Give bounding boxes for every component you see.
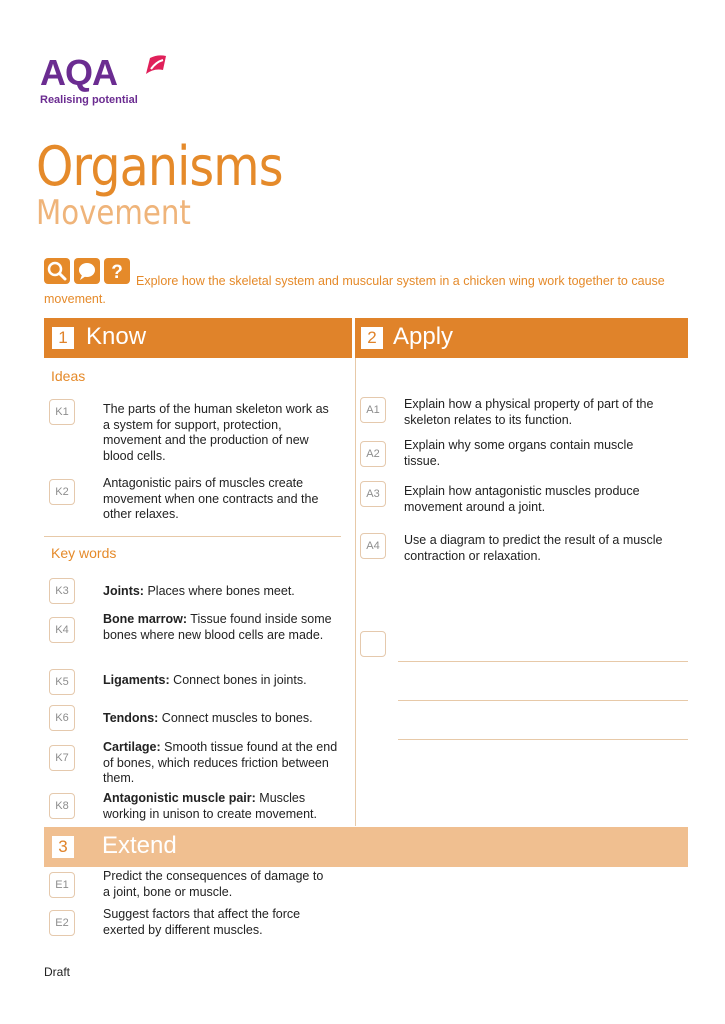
keyword-k6-definition: Connect muscles to bones. <box>158 711 313 725</box>
keyword-k7-term: Cartilage: <box>103 740 161 754</box>
extend-e2-text: Suggest factors that affect the force exerted by different muscles. <box>103 907 301 937</box>
logo-text: AQA <box>40 52 117 93</box>
code-k7 <box>49 745 75 771</box>
apply-a3-text: Explain how antagonistic muscles produce movement around a joint. <box>404 484 640 514</box>
code-k3 <box>49 578 75 604</box>
keyword-k4-term: Bone marrow: <box>103 612 188 626</box>
keyword-k6 <box>103 711 338 727</box>
column-divider <box>355 358 356 826</box>
page-subtitle: Movement <box>36 193 191 233</box>
code-k4 <box>49 617 75 643</box>
code-k4-label: K4 <box>55 624 69 636</box>
page-title: Organisms <box>36 135 283 198</box>
code-blank[interactable] <box>360 631 386 657</box>
apply-number: 2 <box>361 327 383 349</box>
code-k6 <box>49 705 75 731</box>
code-k5-label: K5 <box>55 676 69 688</box>
keywords-heading: Key words <box>51 545 117 561</box>
answer-line-2[interactable] <box>398 700 688 701</box>
code-e2: E2 <box>49 910 75 936</box>
keyword-k4-definition: Tissue found inside some bones where new blood cells are made. <box>103 612 332 642</box>
keyword-k6-term: Tendons: <box>103 711 159 725</box>
ideas-heading: Ideas <box>51 368 86 384</box>
extend-number: 3 <box>52 836 74 858</box>
apply-a2-text: Explain why some organs contain muscle tissue. <box>404 438 634 468</box>
keyword-k5-definition: Connect bones in joints. <box>169 673 307 687</box>
keyword-k3-definition: Places where bones meet. <box>143 584 295 598</box>
keyword-k3 <box>103 584 338 600</box>
apply-header <box>355 318 688 358</box>
ideas-divider <box>44 536 341 537</box>
logo-mark-icon <box>144 54 168 76</box>
code-k3-label: K3 <box>55 585 69 597</box>
keyword-k5-term: Ligaments: <box>103 673 170 687</box>
keyword-k8-definition: Muscles working in unison to create movement. <box>103 791 317 821</box>
code-k8 <box>49 793 75 819</box>
code-a1: A1 <box>360 397 386 423</box>
code-k5 <box>49 669 75 695</box>
apply-a1-text: Explain how a physical property of part of the skeleton relates to its function. <box>404 397 654 427</box>
extend-e1-text: Predict the consequences of damage to a joint, bone or muscle. <box>103 869 324 899</box>
aqa-logo <box>40 52 180 112</box>
keyword-k8-term: Antagonistic muscle pair: <box>103 791 256 805</box>
code-a3: A3 <box>360 481 386 507</box>
answer-line-3[interactable] <box>398 739 688 740</box>
know-title: Know <box>86 323 147 350</box>
code-a2: A2 <box>360 441 386 467</box>
apply-title: Apply <box>393 323 454 350</box>
svg-text:?: ? <box>111 262 123 283</box>
intro-text: Explore how the skeletal system and muscular system in a chicken wing work together to cause movement. <box>44 274 665 306</box>
keyword-k5 <box>103 673 338 689</box>
keyword-k3-term: Joints: <box>103 584 144 598</box>
draft-label: Draft <box>44 965 71 979</box>
idea-k2-text: Antagonistic pairs of muscles create movement when one contracts and the other relaxes. <box>103 476 319 521</box>
code-k2: K2 <box>49 479 75 505</box>
know-header <box>44 318 352 358</box>
keyword-k7 <box>103 740 338 787</box>
code-e1: E1 <box>49 872 75 898</box>
extend-header <box>44 827 688 867</box>
know-number: 1 <box>52 327 74 349</box>
keyword-k8 <box>103 791 343 822</box>
keyword-k7-definition: Smooth tissue found at the end of bones, which reduces friction between them. <box>103 740 338 785</box>
code-a4: A4 <box>360 533 386 559</box>
answer-line-1[interactable] <box>398 661 688 662</box>
keyword-k4 <box>103 612 333 643</box>
logo-tagline: Realising potential <box>40 94 138 106</box>
code-k8-label: K8 <box>55 800 69 812</box>
code-k7-label: K7 <box>55 752 69 764</box>
idea-k1-text: The parts of the human skeleton work as a system for support, protection, movement and the production of new blood cells. <box>103 402 329 463</box>
apply-a4-text: Use a diagram to predict the result of a muscle contraction or relaxation. <box>404 533 663 563</box>
code-k1: K1 <box>49 399 75 425</box>
code-k6-label: K6 <box>55 712 69 724</box>
extend-title: Extend <box>102 832 177 859</box>
